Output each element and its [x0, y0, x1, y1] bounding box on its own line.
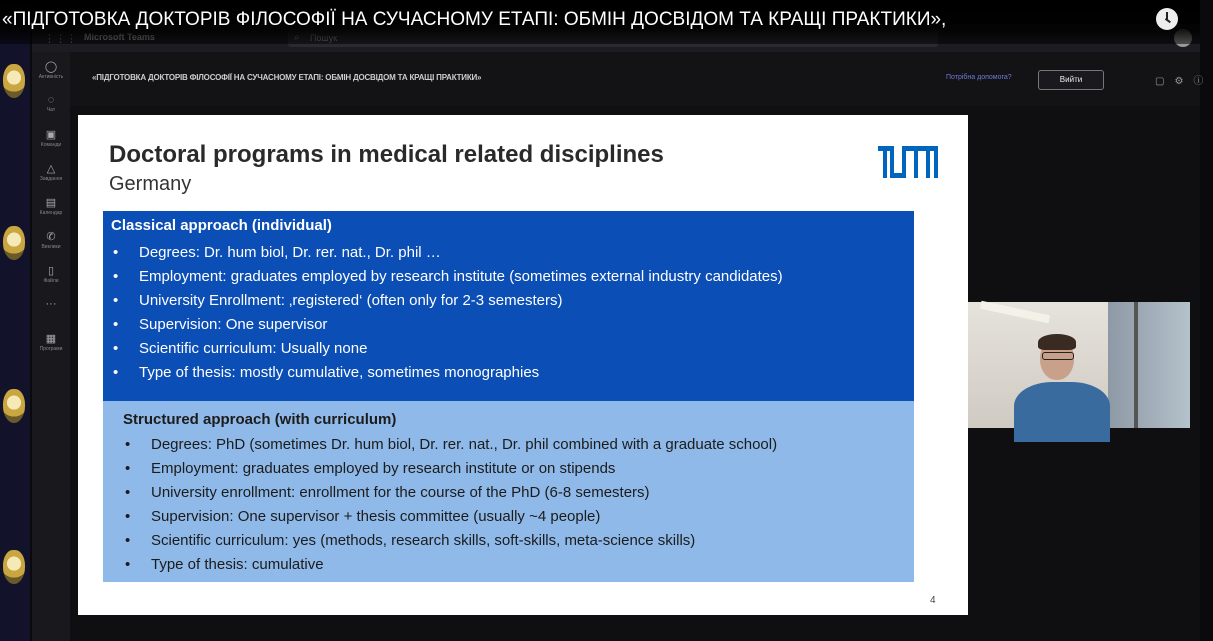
list-item: • Degrees: Dr. hum biol, Dr. rer. nat., Dr. phil …: [113, 242, 783, 266]
list-item: • University Enrollment: ‚registered‘ (often only for 2-3 semesters): [113, 290, 783, 314]
classical-list: [113, 242, 783, 386]
rail-item-label: Файли: [43, 278, 59, 284]
rail-item[interactable]: [32, 160, 70, 194]
list-item: • Supervision: One supervisor + thesis committee (usually ~4 people): [125, 506, 777, 530]
rail-item-label: Активність: [38, 74, 64, 80]
rail-item-label: Завдання: [39, 176, 63, 182]
emblem-strip: [0, 0, 30, 641]
classical-approach-box: [103, 211, 914, 401]
settings-icon[interactable]: ⚙: [1174, 76, 1194, 87]
chat-icon: ◌: [47, 94, 55, 106]
structured-list: [125, 434, 777, 578]
rail-item-label: Календар: [39, 210, 63, 216]
video-title: «ПІДГОТОВКА ДОКТОРІВ ФІЛОСОФІЇ НА СУЧАСНОМУ ЕТАПІ: ОБМІН ДОСВІДОМ ТА КРАЩІ ПРАКТИКИ»,: [2, 9, 947, 30]
chat-icon[interactable]: ▢: [1155, 76, 1175, 87]
participant-video[interactable]: [968, 302, 1190, 428]
meeting-header: [70, 52, 1213, 106]
rail-item[interactable]: [32, 262, 70, 296]
rail-item-label: Виклики: [41, 244, 61, 250]
calls-icon: ✆: [46, 231, 56, 243]
tum-logo-icon: [878, 146, 938, 178]
calendar-icon: ▤: [45, 197, 57, 209]
list-item: • Type of thesis: mostly cumulative, sometimes monographies: [113, 362, 783, 386]
video-title-bar: [0, 0, 1200, 44]
rail-item-label: Програми: [39, 346, 63, 352]
rail-item[interactable]: [32, 330, 70, 364]
rail-item[interactable]: [32, 194, 70, 228]
list-item: • University enrollment: enrollment for the course of the PhD (6-8 semesters): [125, 482, 777, 506]
leave-button[interactable]: Вийти: [1038, 70, 1104, 90]
rail-item-label: Чат: [46, 107, 56, 113]
slide-title: Doctoral programs in medical related disciplines: [109, 141, 664, 168]
rail-item[interactable]: [32, 92, 70, 126]
slide-page-number: 4: [930, 595, 936, 606]
list-item: • Scientific curriculum: Usually none: [113, 338, 783, 362]
bell-icon: ◯: [44, 61, 58, 73]
rail-item[interactable]: [32, 126, 70, 160]
list-item: • Employment: graduates employed by research institute or on stipends: [125, 458, 777, 482]
watch-later-icon[interactable]: [1156, 8, 1178, 30]
slide-subtitle: Germany: [109, 173, 192, 195]
list-item: • Supervision: One supervisor: [113, 314, 783, 338]
rail-item[interactable]: [32, 228, 70, 262]
app-rail: [32, 52, 70, 641]
info-icon[interactable]: ⓘ: [1193, 76, 1213, 87]
list-item: • Degrees: PhD (sometimes Dr. hum biol, Dr. rer. nat., Dr. phil combined with a graduate school): [125, 434, 777, 458]
university-emblem-icon: [0, 385, 28, 429]
structured-approach-box: [103, 401, 914, 582]
apps-icon: ▦: [45, 333, 57, 345]
presentation-slide: [78, 115, 968, 615]
rail-item[interactable]: [32, 58, 70, 92]
university-emblem-icon: [0, 222, 28, 266]
structured-heading: Structured approach (with curriculum): [123, 411, 397, 428]
university-emblem-icon: [0, 60, 28, 104]
more-icon: ···: [45, 298, 57, 310]
list-item: • Scientific curriculum: yes (methods, research skills, soft-skills, meta-science skills): [125, 530, 777, 554]
list-item: • Type of thesis: cumulative: [125, 554, 777, 578]
classical-heading: Classical approach (individual): [111, 217, 332, 234]
teams-icon: ▣: [45, 129, 57, 141]
meeting-title: «ПІДГОТОВКА ДОКТОРІВ ФІЛОСОФІЇ НА СУЧАСНОМУ ЕТАПІ: ОБМІН ДОСВІДОМ ТА КРАЩІ ПРАКТИКИ»: [92, 73, 482, 82]
help-link[interactable]: Потрібна допомога?: [946, 74, 1012, 81]
university-emblem-icon: [0, 546, 28, 590]
files-icon: ▯: [47, 265, 55, 277]
rail-item[interactable]: [32, 296, 70, 330]
rail-item-label: Команди: [40, 142, 62, 148]
list-item: • Employment: graduates employed by research institute (sometimes external industry candidates): [113, 266, 783, 290]
assignments-icon: △: [46, 163, 56, 175]
